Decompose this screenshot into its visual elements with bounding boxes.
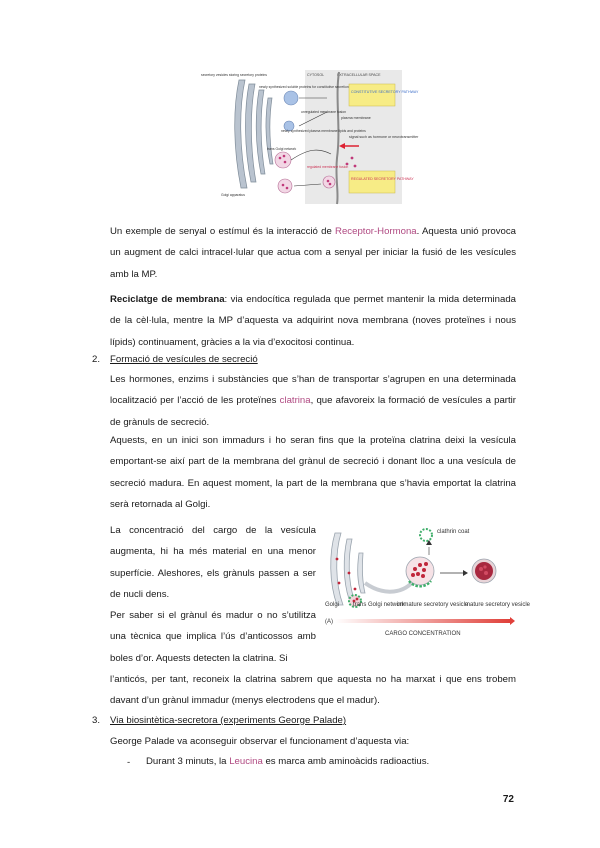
para4-text: Aquests, en un inici son immadurs i ho seran fins que la proteïna clatrina deixi la vesícula emportant-se així part de la membrana del grànul de secreció i donant lloc a una vesícula de secreció madura. En aquest moment, la part de la membrana que s’havia emportat la clatrina serà retornada al Golgi. bbox=[110, 435, 516, 511]
panel-a-label: (A) bbox=[325, 619, 333, 625]
highlight-receptor-hormona: Receptor-Hormona bbox=[335, 226, 417, 237]
cargo-gradient-bar bbox=[335, 619, 510, 623]
bullet-dash: - bbox=[127, 757, 131, 768]
page-number: 72 bbox=[502, 794, 514, 805]
newly-synth-membrane-label: newly synthesized plasma membrane lipids and proteins bbox=[281, 129, 366, 133]
golgi-label: Golgi bbox=[325, 602, 340, 608]
paragraph-anticossos bbox=[110, 605, 316, 669]
secretory-pathway-figure bbox=[199, 68, 419, 208]
para7-text: l’anticós, per tant, reconeix la clatrina sabrem que aquesta no ha marxat i que ens trobem davant d’un grànul immadur (menys electrodens que el madur). bbox=[110, 674, 516, 707]
granule-maturation-figure bbox=[325, 523, 531, 641]
reciclatge-heading: Reciclatge de membrana bbox=[110, 294, 225, 305]
immature-vesicle-label: immature secretory vesicle bbox=[397, 602, 469, 608]
item-3-number: 3. bbox=[92, 715, 101, 726]
para8-text: George Palade va aconseguir observar el funcionament d’aquesta via: bbox=[110, 736, 410, 747]
paragraph-clatrina bbox=[110, 369, 516, 433]
secretory-vesicles-label: secretory vesicles storing secretory proteins bbox=[201, 73, 267, 77]
bullet1-text-1: Durant 3 minuts, la bbox=[146, 756, 230, 767]
paragraph-concentracio bbox=[110, 520, 316, 606]
constitutive-box bbox=[349, 84, 395, 106]
cargo-concentration-label: CARGO CONCENTRATION bbox=[385, 631, 461, 637]
bullet-leucina bbox=[146, 751, 516, 772]
trans-golgi-network-label: trans Golgi network bbox=[353, 602, 405, 608]
item-3-title: Via biosintètica-secretora (experiments George Palade) bbox=[110, 715, 347, 726]
newly-synth-soluble-label: newly synthesized soluble proteins for constitutive secretion bbox=[259, 85, 349, 89]
plasma-membrane-label: plasma membrane bbox=[341, 116, 371, 120]
constitutive-label: CONSTITUTIVE SECRETORY PATHWAY bbox=[351, 90, 419, 94]
unregulated-fusion-label: unregulated membrane fusion bbox=[301, 110, 347, 114]
para1-text-1: Un exemple de senyal o estímul és la interacció de bbox=[110, 226, 336, 237]
regulated-label: REGULATED SECRETORY PATHWAY bbox=[351, 177, 414, 181]
para3-text-1: Les hormones, enzims i substàncies que s’han de transportar s’agrupen en una determinada localització per l’acció de les proteïnes bbox=[110, 374, 516, 407]
paragraph-anticos-continuation bbox=[110, 669, 516, 712]
extracellular-label: EXTRACELLULAR SPACE bbox=[337, 73, 381, 77]
para2-text: : via endocítica regulada que permet mantenir la mida determinada de la cèl·lula, mentre la MP d’aquesta va adquirint nova membrana (noves proteïnes i nous lípids) continuament, gràcies a la via d’exocitosi continua. bbox=[110, 294, 516, 348]
item-2-number: 2. bbox=[92, 354, 101, 365]
clathrin-coat-label: clathrin coat bbox=[437, 529, 470, 535]
bullet1-text-2: es marca amb aminoàcids radioactius. bbox=[262, 756, 430, 767]
highlight-clatrina: clatrina bbox=[279, 395, 311, 407]
item-2-title: Formació de vesícules de secreció bbox=[110, 354, 258, 365]
para5-text: La concentració del cargo de la vesícula augmenta, hi ha més material en una menor superfície. Aleshores, els grànuls passen a ser de nucli dens. bbox=[110, 525, 316, 601]
paragraph-palade bbox=[110, 731, 516, 752]
golgi-apparatus-label: Golgi apparatus bbox=[221, 193, 245, 197]
para6-text: Per saber si el grànul és madur o no s’utilitza una tècnica que implica l’ús d’anticossos amb boles d’or. Aquests detecten la clatrina. Si bbox=[110, 610, 316, 664]
regulated-fusion-label: regulated membrane fusion bbox=[307, 165, 349, 169]
paragraph-receptor-hormona bbox=[110, 221, 516, 285]
trans-golgi-label: trans Golgi network bbox=[267, 147, 297, 151]
para3-text-2: , que afavoreix la formació de vesícules a partir de grànuls de secreció. bbox=[110, 395, 516, 428]
mature-vesicle-label: mature secretory vesicle bbox=[465, 602, 531, 608]
cytosol-label: CYTOSOL bbox=[307, 73, 325, 77]
regulated-box bbox=[349, 171, 395, 193]
para1-text-2: . Aquesta unió provoca un augment de calci intracel·lular que actua com a senyal per iniciar la fusió de les vesícules amb la MP. bbox=[110, 226, 517, 280]
highlight-leucina: Leucina bbox=[229, 756, 263, 767]
paragraph-reciclatge-membrana bbox=[110, 289, 516, 353]
signal-label: signal such as hormone or neurotransmitter bbox=[349, 135, 419, 139]
paragraph-immadurs bbox=[110, 430, 516, 516]
